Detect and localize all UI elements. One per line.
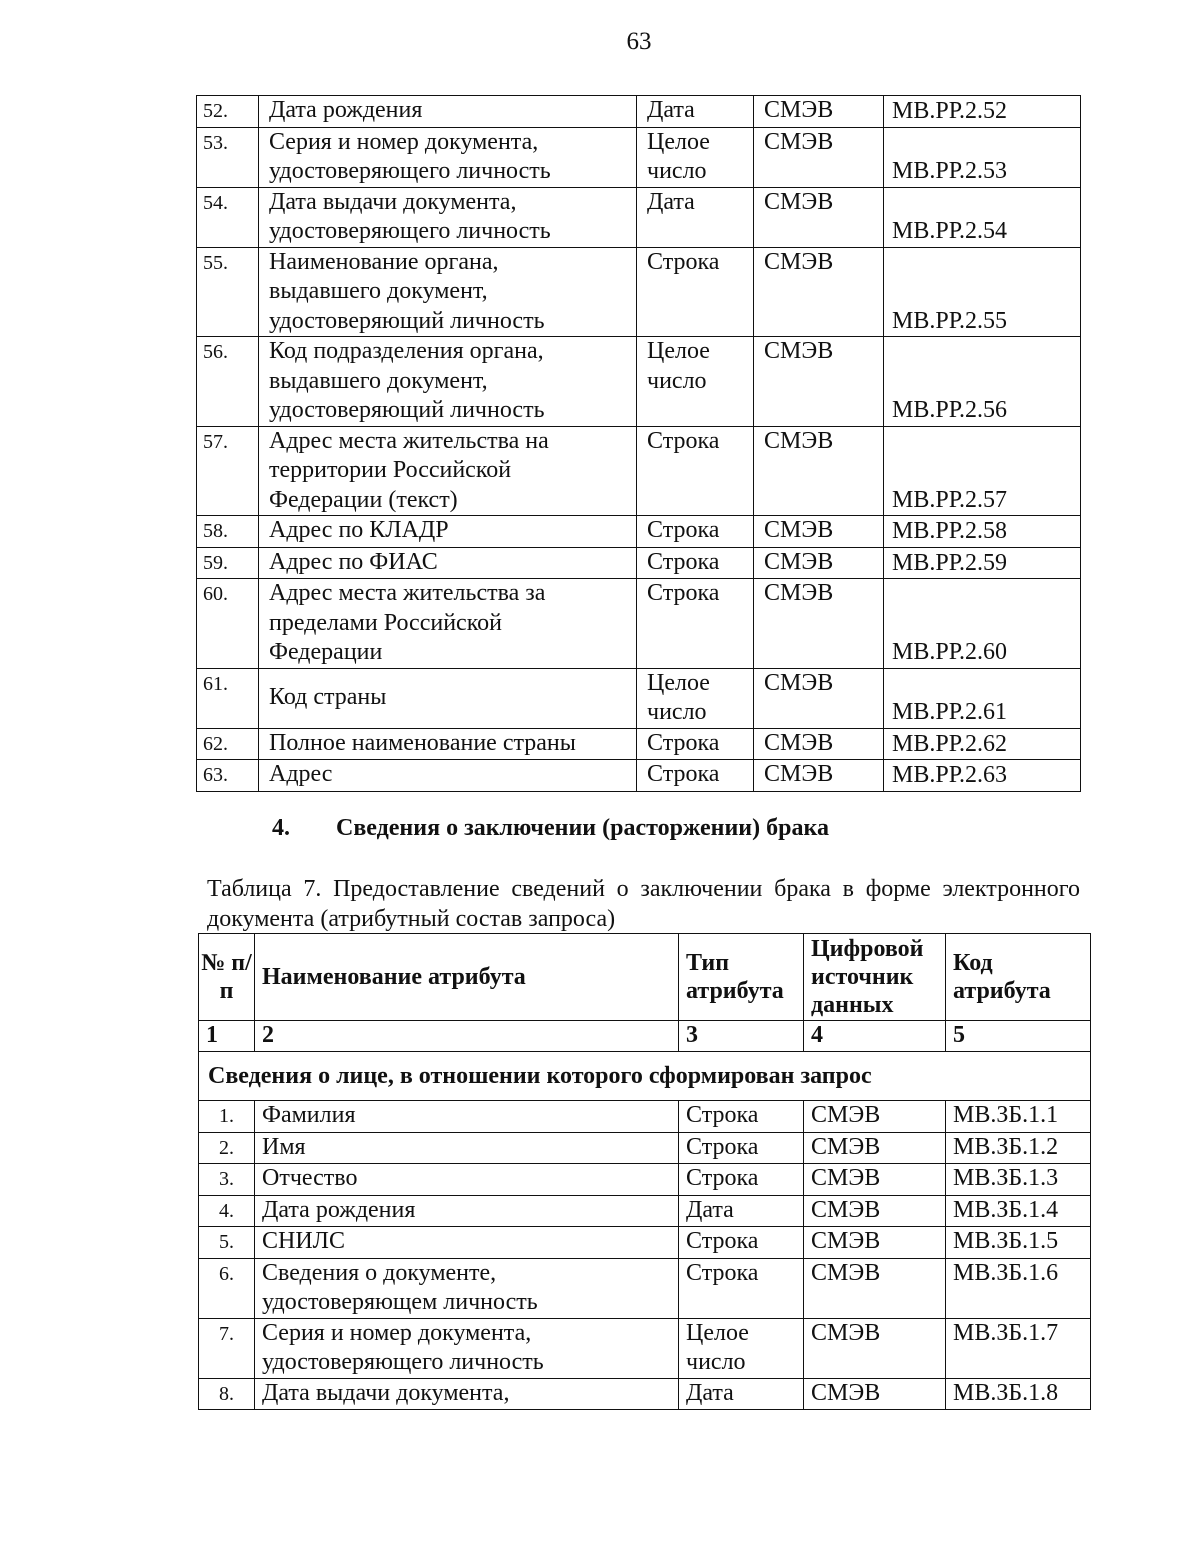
attribute-type: Строка [637,516,754,548]
attribute-code: МВ.ЗБ.1.3 [946,1164,1091,1196]
marriage-request-attributes-table [198,933,1091,1410]
header-type: Тип атрибута [679,934,804,1021]
attribute-type: Строка [637,547,754,579]
row-number: 3. [199,1164,255,1196]
section-title: Сведения о заключении (расторжении) брака [336,815,829,841]
attribute-type: Строка [679,1164,804,1196]
data-source: СМЭВ [804,1378,946,1410]
column-index: 3 [679,1021,804,1052]
row-number: 2. [199,1132,255,1164]
attribute-name: Дата рождения [259,96,637,128]
attribute-name: Адрес по ФИАС [259,547,637,579]
attribute-code: МВ.РР.2.55 [884,247,1081,337]
header-source: Цифровой источник данных [804,934,946,1021]
row-number: 63. [197,760,259,792]
header-num: № п/п [199,934,255,1021]
attribute-code: МВ.ЗБ.1.8 [946,1378,1091,1410]
data-source: СМЭВ [754,337,884,427]
table-row [197,426,1081,516]
table-row [199,1101,1091,1133]
data-source: СМЭВ [754,187,884,247]
data-source: СМЭВ [804,1195,946,1227]
attribute-type: Дата [637,187,754,247]
section-heading [272,815,829,842]
attribute-name: Код подразделения органа, выдавшего документ, удостоверяющий личность [259,337,637,427]
attribute-code: МВ.РР.2.53 [884,127,1081,187]
data-source: СМЭВ [754,547,884,579]
attribute-code: МВ.РР.2.57 [884,426,1081,516]
table-caption: Таблица 7. Предоставление сведений о заключении брака в форме электронного документа (атрибутный состав запроса) [207,876,1080,932]
attribute-name: Адрес места жительства за пределами Российской Федерации [259,579,637,669]
attribute-name: Адрес места жительства на территории Российской Федерации (текст) [259,426,637,516]
attribute-name: Дата рождения [255,1195,679,1227]
attribute-name: Дата выдачи документа, удостоверяющего личность [259,187,637,247]
data-source: СМЭВ [754,516,884,548]
table-row [197,668,1081,728]
attribute-code: МВ.РР.2.59 [884,547,1081,579]
row-number: 54. [197,187,259,247]
column-index: 2 [255,1021,679,1052]
row-number: 53. [197,127,259,187]
data-source: СМЭВ [754,247,884,337]
attribute-type: Целое число [637,668,754,728]
attribute-code: МВ.РР.2.63 [884,760,1081,792]
attribute-code: МВ.РР.2.60 [884,579,1081,669]
data-source: СМЭВ [804,1258,946,1318]
page-number: 63 [626,28,652,55]
row-number: 56. [197,337,259,427]
attribute-name: Полное наименование страны [259,728,637,760]
attribute-code: МВ.ЗБ.1.4 [946,1195,1091,1227]
attribute-code: МВ.РР.2.52 [884,96,1081,128]
data-source: СМЭВ [754,127,884,187]
table-row [197,760,1081,792]
section-number: 4. [272,815,290,841]
attribute-type: Строка [679,1132,804,1164]
table-row [197,187,1081,247]
table-row [199,1318,1091,1378]
data-source: СМЭВ [804,1227,946,1259]
table-row [197,516,1081,548]
attribute-code: МВ.ЗБ.1.1 [946,1101,1091,1133]
data-source: СМЭВ [754,426,884,516]
attribute-type: Строка [679,1258,804,1318]
row-number: 62. [197,728,259,760]
row-number: 1. [199,1101,255,1133]
attribute-name: Имя [255,1132,679,1164]
table-header-row [199,934,1091,1021]
attribute-type: Строка [637,760,754,792]
row-number: 59. [197,547,259,579]
data-source: СМЭВ [804,1164,946,1196]
attributes-table-continued [196,95,1081,792]
table-row [197,127,1081,187]
row-number: 61. [197,668,259,728]
row-number: 60. [197,579,259,669]
attribute-type: Строка [679,1227,804,1259]
attribute-name: Серия и номер документа, удостоверяющего личность [255,1318,679,1378]
attribute-name: Адрес [259,760,637,792]
data-source: СМЭВ [754,728,884,760]
attribute-name: Код страны [259,668,637,728]
attribute-name: Сведения о документе, удостоверяющем личность [255,1258,679,1318]
attribute-name: Серия и номер документа, удостоверяющего личность [259,127,637,187]
header-name: Наименование атрибута [255,934,679,1021]
data-source: СМЭВ [754,668,884,728]
attribute-type: Дата [637,96,754,128]
table-row [199,1227,1091,1259]
attribute-name: Отчество [255,1164,679,1196]
attribute-type: Целое число [637,127,754,187]
attribute-code: МВ.РР.2.61 [884,668,1081,728]
column-index: 1 [199,1021,255,1052]
attribute-type: Дата [679,1195,804,1227]
attribute-code: МВ.РР.2.54 [884,187,1081,247]
column-index: 5 [946,1021,1091,1052]
table-row [197,547,1081,579]
table-row [199,1378,1091,1410]
table-row [199,1258,1091,1318]
table-row [197,579,1081,669]
attribute-name: Фамилия [255,1101,679,1133]
table-row [199,1164,1091,1196]
attribute-type: Строка [679,1101,804,1133]
data-source: СМЭВ [804,1101,946,1133]
data-source: СМЭВ [804,1132,946,1164]
row-number: 7. [199,1318,255,1378]
attribute-code: МВ.РР.2.56 [884,337,1081,427]
table-row [197,728,1081,760]
data-source: СМЭВ [754,579,884,669]
attribute-code: МВ.ЗБ.1.7 [946,1318,1091,1378]
table-row [197,337,1081,427]
attribute-code: МВ.РР.2.62 [884,728,1081,760]
attribute-code: МВ.ЗБ.1.5 [946,1227,1091,1259]
attribute-type: Строка [637,728,754,760]
attribute-code: МВ.ЗБ.1.2 [946,1132,1091,1164]
table-row [199,1195,1091,1227]
attribute-type: Целое число [679,1318,804,1378]
table-row [197,247,1081,337]
table-row [199,1132,1091,1164]
attribute-type: Строка [637,247,754,337]
attribute-type: Целое число [637,337,754,427]
row-number: 8. [199,1378,255,1410]
row-number: 58. [197,516,259,548]
attribute-type: Строка [637,426,754,516]
attribute-code: МВ.ЗБ.1.6 [946,1258,1091,1318]
column-index-row [199,1021,1091,1052]
table-row [197,96,1081,128]
attribute-type: Дата [679,1378,804,1410]
data-source: СМЭВ [804,1318,946,1378]
attribute-name: Дата выдачи документа, [255,1378,679,1410]
row-number: 4. [199,1195,255,1227]
row-number: 55. [197,247,259,337]
header-code: Код атрибута [946,934,1091,1021]
row-number: 6. [199,1258,255,1318]
column-index: 4 [804,1021,946,1052]
attribute-name: СНИЛС [255,1227,679,1259]
attribute-code: МВ.РР.2.58 [884,516,1081,548]
row-number: 57. [197,426,259,516]
data-source: СМЭВ [754,760,884,792]
group-title: Сведения о лице, в отношении которого сформирован запрос [199,1051,1091,1101]
attribute-name: Адрес по КЛАДР [259,516,637,548]
attribute-name: Наименование органа, выдавшего документ, удостоверяющий личность [259,247,637,337]
attribute-type: Строка [637,579,754,669]
row-number: 5. [199,1227,255,1259]
row-number: 52. [197,96,259,128]
group-header-row [199,1051,1091,1101]
data-source: СМЭВ [754,96,884,128]
